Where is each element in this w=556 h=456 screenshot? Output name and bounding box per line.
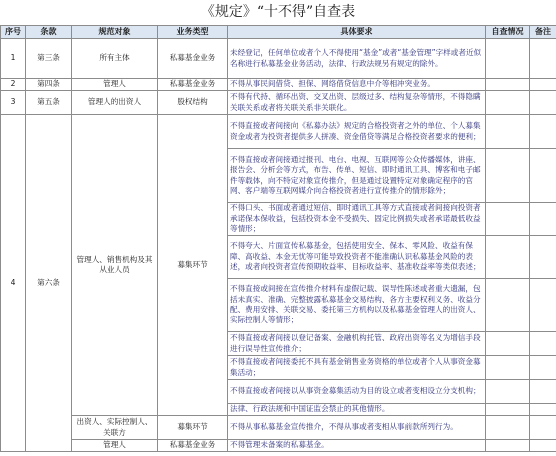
cell-remark[interactable] <box>530 332 556 356</box>
cell-requirement: 不得直接或者间接以登记备案、金融机构托管、政府出资等名义为增信手段进行误导性宣传推介； <box>228 332 486 356</box>
cell-remark[interactable] <box>530 404 556 416</box>
cell-requirement: 不得从事民间借贷、担保、网络借贷信息中介等相冲突业务。 <box>228 79 486 91</box>
self-check-table <box>0 25 556 452</box>
cell-self-check[interactable] <box>486 416 530 440</box>
cell-self-check[interactable] <box>486 149 530 203</box>
cell-self-check[interactable] <box>486 91 530 115</box>
header-self-check: 自查情况 <box>486 26 530 39</box>
cell-object: 管理人 <box>72 440 158 452</box>
cell-requirement: 不得夸大、片面宣传私募基金，包括使用安全、保本、零风险、收益有保障、高收益、本金无忧等可能导致投资者不能准确认识私募基金风险的表述，或者向投资者宣传预期收益率、目标收益率、基准收益率等类似表述； <box>228 236 486 279</box>
cell-no: 4 <box>1 115 26 452</box>
cell-no: 3 <box>1 91 26 115</box>
cell-object: 管理人的出资人 <box>72 91 158 115</box>
cell-requirement: 不得直接或者间接通过报刊、电台、电视、互联网等公众传播媒体，讲座、报告会、分析会等方式，布告、传单、短信、即时通讯工具、博客和电子邮件等载体，向不特定对象宣传推介，但是通过设置特定对象确定程序的官网、客户端等互联网媒介向合格投资者进行宣传推介的情形除外； <box>228 149 486 203</box>
page-title: 《规定》“十不得”自查表 <box>200 4 356 20</box>
cell-requirement: 法律、行政法规和中国证监会禁止的其他情形。 <box>228 404 486 416</box>
cell-remark[interactable] <box>530 380 556 404</box>
header-clause: 条款 <box>26 26 72 39</box>
cell-remark[interactable] <box>530 203 556 236</box>
cell-requirement: 不得直接或间接在宣传推介材料有虚假记载、误导性陈述或者重大遗漏，包括未真实、准确、完整披露私募基金交易结构、各方主要权利义务、收益分配、费用安排、关联交易、委托第三方机构以及私募基金管理人的出资人、实际控制人等情形； <box>228 279 486 332</box>
cell-type: 私募基金业务 <box>158 39 228 79</box>
cell-remark[interactable] <box>530 91 556 115</box>
cell-self-check[interactable] <box>486 115 530 149</box>
cell-clause: 第四条 <box>26 79 72 91</box>
cell-clause: 第五条 <box>26 91 72 115</box>
cell-self-check[interactable] <box>486 79 530 91</box>
cell-requirement: 不得直接或者间接向《私募办法》规定的合格投资者之外的单位、个人募集资金或者为投资者提供多人拼凑、资金借贷等满足合格投资者要求的便利； <box>228 115 486 149</box>
cell-self-check[interactable] <box>486 440 530 452</box>
cell-type: 私募基金业务 <box>158 79 228 91</box>
cell-type: 募集环节 <box>158 115 228 416</box>
cell-no: 1 <box>1 39 26 79</box>
cell-self-check[interactable] <box>486 279 530 332</box>
cell-clause: 第六条 <box>26 115 72 452</box>
cell-remark[interactable] <box>530 416 556 440</box>
header-no: 序号 <box>1 26 26 39</box>
cell-no: 2 <box>1 79 26 91</box>
cell-remark[interactable] <box>530 149 556 203</box>
header-type: 业务类型 <box>158 26 228 39</box>
header-remark: 备注 <box>530 26 556 39</box>
cell-clause: 第三条 <box>26 39 72 79</box>
cell-remark[interactable] <box>530 279 556 332</box>
cell-self-check[interactable] <box>486 356 530 380</box>
cell-remark[interactable] <box>530 39 556 79</box>
cell-requirement: 不得从事私募基金宣传推介，不得从事或者变相从事前款所列行为。 <box>228 416 486 440</box>
cell-self-check[interactable] <box>486 404 530 416</box>
table-row <box>1 91 556 115</box>
cell-requirement: 不得口头、书面或者通过短信、即时通讯工具等方式直接或者间接向投资者承诺保本保收益，包括投资本金不受损失、固定比例损失或者承诺最低收益等情形； <box>228 203 486 236</box>
cell-type: 私募基金业务 <box>158 440 228 452</box>
table-row <box>1 416 556 440</box>
cell-remark[interactable] <box>530 79 556 91</box>
header-requirement: 具体要求 <box>228 26 486 39</box>
cell-self-check[interactable] <box>486 203 530 236</box>
cell-type: 募集环节 <box>158 416 228 440</box>
cell-self-check[interactable] <box>486 380 530 404</box>
header-row <box>1 26 556 39</box>
cell-object: 所有主体 <box>72 39 158 79</box>
cell-type: 股权结构 <box>158 91 228 115</box>
cell-remark[interactable] <box>530 115 556 149</box>
cell-requirement: 不得管理未备案的私募基金。 <box>228 440 486 452</box>
table-row <box>1 440 556 452</box>
cell-requirement: 不得有代持、循环出资、交叉出资、层级过多、结构复杂等情形，不得隐瞒关联关系或者将关联关系非关联化。 <box>228 91 486 115</box>
cell-object: 管理人 <box>72 79 158 91</box>
table-row <box>1 115 556 149</box>
cell-self-check[interactable] <box>486 332 530 356</box>
cell-requirement: 未经登记，任何单位或者个人不得使用“基金”或者“基金管理”字样或者近似名称进行私募基金业务活动，法律、行政法规另有规定的除外。 <box>228 39 486 79</box>
cell-remark[interactable] <box>530 440 556 452</box>
cell-self-check[interactable] <box>486 39 530 79</box>
table-row <box>1 39 556 79</box>
cell-remark[interactable] <box>530 236 556 279</box>
cell-requirement: 不得直接或者间接委托不具有基金销售业务资格的单位或者个人从事资金募集活动； <box>228 356 486 380</box>
header-object: 规范对象 <box>72 26 158 39</box>
cell-remark[interactable] <box>530 356 556 380</box>
cell-self-check[interactable] <box>486 236 530 279</box>
table-row <box>1 79 556 91</box>
cell-requirement: 不得直接或者间接以从事资金募集活动为目的设立或者变相设立分支机构； <box>228 380 486 404</box>
cell-object: 出资人、实际控制人、关联方 <box>72 416 158 440</box>
cell-object: 管理人、销售机构及其从业人员 <box>72 115 158 416</box>
